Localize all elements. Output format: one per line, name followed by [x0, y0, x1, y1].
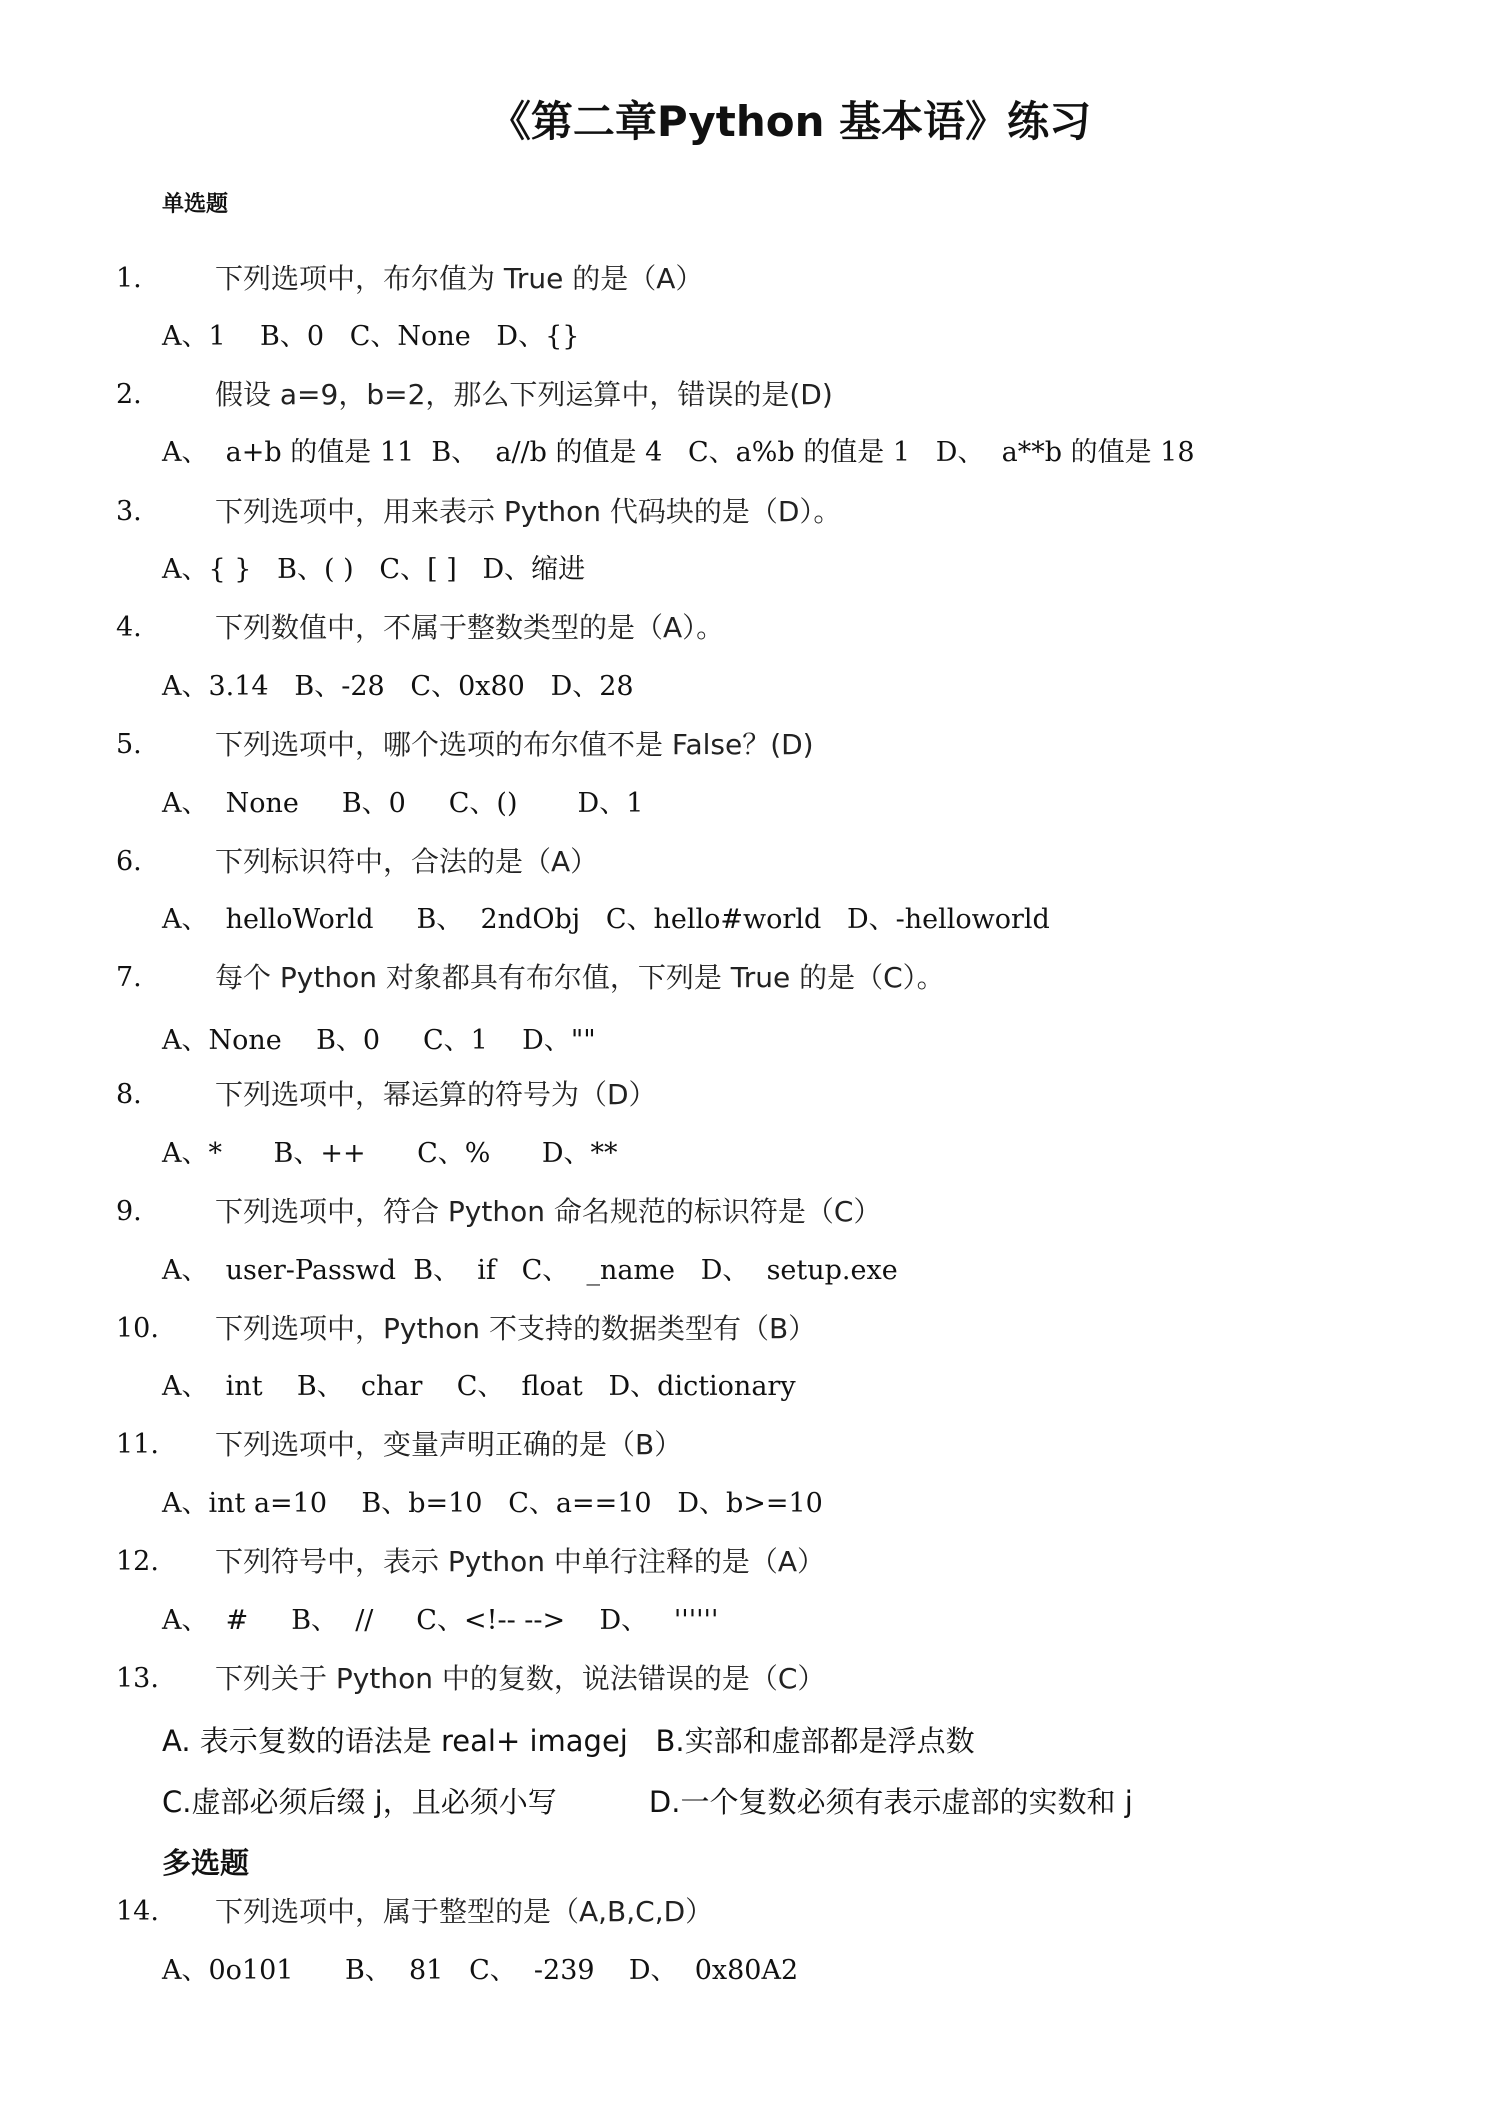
question-stem: 下列标识符中，合法的是（A）: [215, 845, 599, 878]
question-14-options: A、0o101 B、 81 C、 -239 D、 0x80A2: [162, 1955, 799, 1986]
question-3-options: A、{ } B、( ) C、[ ] D、缩进: [162, 554, 586, 585]
question-number: 10.: [116, 1313, 159, 1344]
section-heading-single-choice: 单选题: [162, 192, 229, 217]
question-5-options: A、 None B、0 C、() D、1: [162, 788, 644, 819]
question-number: 2.: [116, 379, 142, 410]
question-stem: 下列选项中，用来表示 Python 代码块的是（D）。: [215, 495, 842, 528]
question-number: 9.: [116, 1196, 142, 1227]
page-title: 《第二章Python 基本语》练习: [488, 97, 1092, 146]
question-stem: 下列选项中，幂运算的符号为（D）: [215, 1078, 657, 1111]
question-number: 1.: [116, 263, 142, 294]
question-9-options: A、 user-Passwd B、 if C、 _name D、 setup.exe: [162, 1255, 898, 1286]
question-number: 7.: [116, 962, 142, 993]
question-1-options: A、1 B、0 C、None D、{}: [162, 321, 580, 352]
question-number: 14.: [116, 1896, 159, 1927]
question-10-options: A、 int B、 char C、 float D、dictionary: [162, 1371, 796, 1402]
question-number: 12.: [116, 1546, 159, 1577]
question-number: 11.: [116, 1429, 159, 1460]
section-heading-multiple-choice: 多选题: [162, 1846, 250, 1880]
question-stem: 每个 Python 对象都具有布尔值，下列是 True 的是（C）。: [215, 961, 945, 994]
question-stem: 下列选项中，Python 不支持的数据类型有（B）: [215, 1312, 817, 1345]
question-stem: 下列数值中，不属于整数类型的是（A）。: [215, 611, 725, 644]
question-stem: 假设 a=9，b=2，那么下列运算中，错误的是(D): [215, 378, 833, 411]
question-stem: 下列选项中，符合 Python 命名规范的标识符是（C）: [215, 1195, 882, 1228]
question-11-options: A、int a=10 B、b=10 C、a==10 D、b>=10: [162, 1488, 823, 1519]
question-4-options: A、3.14 B、-28 C、0x80 D、28: [162, 671, 634, 702]
question-2-options: A、 a+b 的值是 11 B、 a//b 的值是 4 C、a%b 的值是 1 D、 a**b 的值是 18: [162, 437, 1195, 468]
question-number: 3.: [116, 496, 142, 527]
question-13-options-line-2: C.虚部必须后缀 j，且必须小写 D.一个复数必须有表示虚部的实数和 j: [162, 1785, 1133, 1819]
question-stem: 下列选项中，变量声明正确的是（B）: [215, 1428, 683, 1461]
question-13-options-line-1: A. 表示复数的语法是 real+ imagej B.实部和虚部都是浮点数: [162, 1724, 975, 1758]
question-7-options: A、None B、0 C、1 D、"": [162, 1025, 596, 1056]
question-12-options: A、 # B、 // C、<!-- --> D、 '''''': [162, 1605, 719, 1636]
question-number: 5.: [116, 729, 142, 760]
question-number: 13.: [116, 1663, 159, 1694]
question-stem: 下列选项中，属于整型的是（A,B,C,D）: [215, 1895, 714, 1928]
question-6-options: A、 helloWorld B、 2ndObj C、hello#world D、-helloworld: [162, 904, 1050, 935]
question-stem: 下列关于 Python 中的复数，说法错误的是（C）: [215, 1662, 826, 1695]
question-stem: 下列选项中，布尔值为 True 的是（A）: [215, 262, 704, 295]
question-8-options: A、* B、++ C、% D、**: [162, 1138, 618, 1169]
question-stem: 下列符号中，表示 Python 中单行注释的是（A）: [215, 1545, 826, 1578]
question-stem: 下列选项中，哪个选项的布尔值不是 False？(D): [215, 728, 814, 761]
question-number: 4.: [116, 612, 142, 643]
question-number: 8.: [116, 1079, 142, 1110]
question-number: 6.: [116, 846, 142, 877]
